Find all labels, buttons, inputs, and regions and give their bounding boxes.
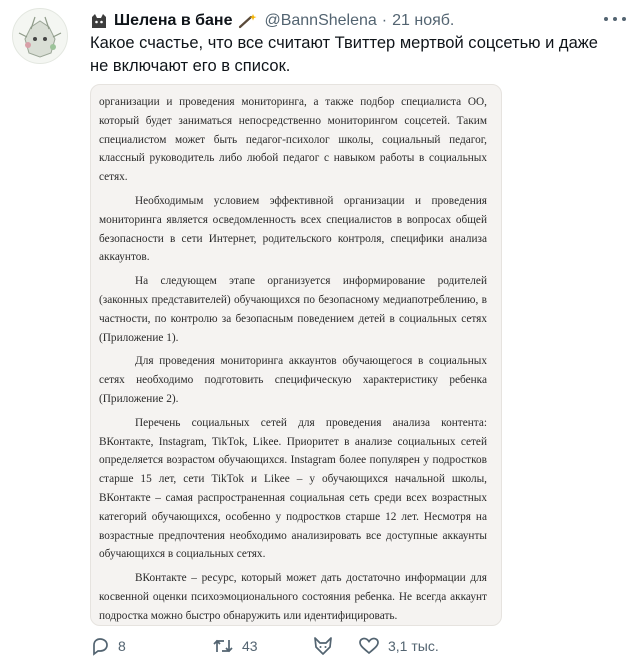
avatar-image xyxy=(13,9,67,63)
tweet-header xyxy=(90,10,620,32)
like-button[interactable] xyxy=(358,632,439,660)
more-icon[interactable] xyxy=(604,14,626,24)
retweet-count: 43 xyxy=(242,638,258,654)
tweet-photo[interactable] xyxy=(90,84,502,626)
tweet-date[interactable]: 21 нояб. xyxy=(392,12,455,29)
fox-icon-button[interactable] xyxy=(312,632,342,660)
retweet-button[interactable] xyxy=(212,632,258,660)
document-paragraph: организации и проведения мониторинга, а также подбор специалиста ОО, который будет заниматься непосредственно мониторингом соцсетей. Таким специалистом может быть педагог-психолог школы, социальный педагог, классный руководитель либо любой педагог с навыком работы в социальных сетях. xyxy=(99,96,487,184)
like-icon xyxy=(358,636,380,656)
avatar[interactable] xyxy=(12,8,68,64)
tweet-text: Какое счастье, что все считают Твиттер мертвой соцсетью и даже не включают его в список. xyxy=(90,34,598,75)
retweet-icon xyxy=(212,636,234,656)
reply-button[interactable] xyxy=(90,632,126,660)
action-bar xyxy=(90,632,610,660)
magic-wand-emoji-icon xyxy=(238,13,258,29)
cat-emoji-icon xyxy=(90,13,108,29)
document-paragraph: На следующем этапе организуется информирование родителей (законных представителей) обучающихся по безопасному медиапотреблению, в частности, по контролю за безопасным поведением детей в социальных сетях (Приложение 1). xyxy=(99,275,487,344)
reply-icon xyxy=(90,636,110,656)
document-paragraph: Необходимым условием эффективной организации и проведения мониторинга является осведомленность всех специалистов в вопросах общей безопасности в сети Интернет, родительского контроля, специфики анализа аккаунтов. xyxy=(99,194,487,264)
document-paragraph: Для проведения мониторинга аккаунтов обучающегося в социальных сетях необходимо подготовить специфическую характеристику ребенка (Приложение 2). xyxy=(99,355,487,405)
like-count: 3,1 тыс. xyxy=(388,638,439,654)
author-handle[interactable]: @BannShelena xyxy=(264,12,377,29)
reply-count: 8 xyxy=(118,638,126,654)
separator-dot: · xyxy=(381,12,388,29)
document-paragraph: Перечень социальных сетей для проведения анализа контента: ВКонтакте, Instagram, TikTok, Likee. Приоритет в анализе социальных сетей определяется возрастом обучающихся. Instagram более популярен у подростков старше 15 лет, сети TikTok и Likee – у обучающихся начальной школы, ВКонтакте – самая распространенная социальная сеть среди всех возрастных категорий обучающихся, особенно у подростков старше 12 лет. Несмотря на возрастные предпочтения необходимо анализировать все доступные аккаунты обучающихся в социальных сетях. xyxy=(99,416,487,561)
document-page xyxy=(99,93,487,622)
fox-icon xyxy=(312,636,334,656)
author-name[interactable]: Шелена в бане xyxy=(114,12,233,29)
document-paragraph: ВКонтакте – ресурс, который может дать достаточно информации для косвенной оценки психоэмоционального состояния ребенка. Не всегда аккаунт подростка можно быстро обнаружить или идентифицировать. xyxy=(99,572,487,622)
